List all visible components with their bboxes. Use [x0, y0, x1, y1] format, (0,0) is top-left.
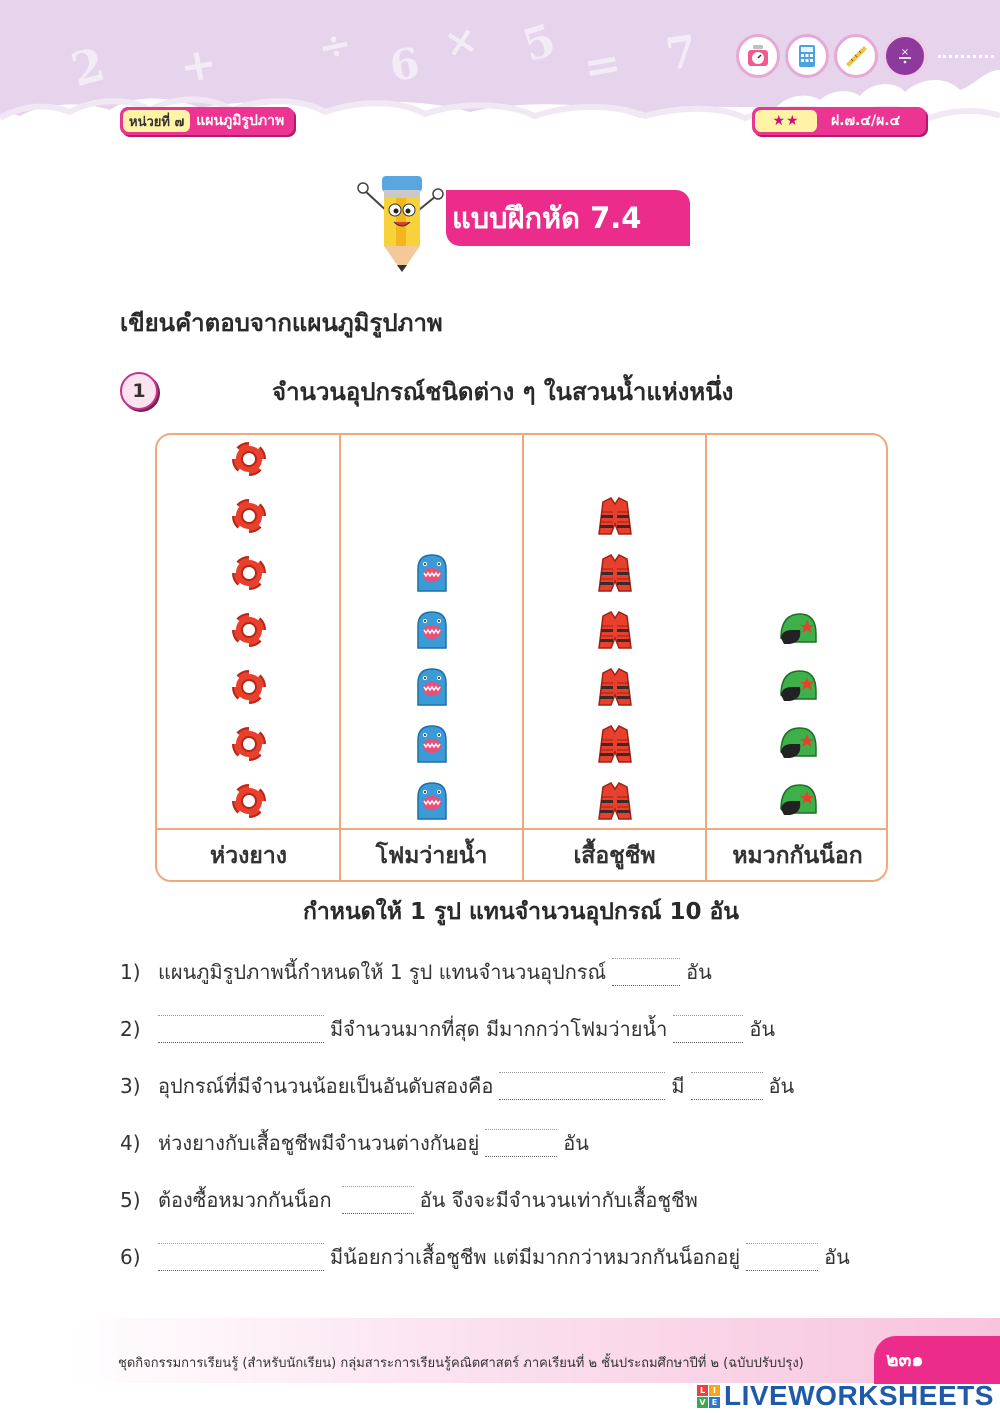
footer-band [68, 1318, 1000, 1383]
swim-ring-mark [227, 779, 271, 823]
question-text: อัน [768, 1074, 795, 1098]
question-number: 1 [120, 372, 158, 410]
deco-times: × [439, 15, 483, 68]
answer-blank[interactable] [499, 1072, 665, 1100]
column-divider [705, 435, 707, 880]
calculator-icon [785, 34, 829, 78]
question-text: ห่วงยางกับเสื้อชูชีพมีจำนวนต่างกันอยู่ [158, 1131, 480, 1155]
logo-block: L [697, 1385, 708, 1396]
question-num: 3) [120, 1074, 141, 1098]
answer-blank[interactable] [158, 1243, 324, 1271]
question-text: อุปกรณ์ที่มีจำนวนน้อยเป็นอันดับสองคือ [158, 1074, 494, 1098]
swim-ring-mark [227, 722, 271, 766]
answer-blank[interactable] [342, 1186, 414, 1214]
swim-ring-mark [227, 665, 271, 709]
answer-blank[interactable] [612, 958, 680, 986]
life-vest-mark [593, 665, 637, 709]
question-text: ต้องซื้อหมวกกันน็อก [158, 1188, 332, 1212]
swim-foam-mark [410, 779, 454, 823]
swim-ring-mark [227, 437, 271, 481]
unit-label: หน่วยที่ ๗ [123, 110, 190, 132]
helmet-mark [776, 665, 820, 709]
swim-foam-mark [410, 551, 454, 595]
scale-icon [736, 34, 780, 78]
life-vest-mark [593, 779, 637, 823]
question-text: อัน [686, 960, 712, 984]
swim-ring-mark [227, 494, 271, 538]
deco-digit: 5 [516, 14, 562, 73]
column-divider [339, 435, 341, 880]
swim-foam-mark [410, 722, 454, 766]
question-4 [120, 1127, 589, 1159]
indicator-code: ฝ.๗.๔/ผ.๔ [831, 113, 901, 129]
level-badge [752, 107, 926, 135]
unit-badge [120, 107, 294, 135]
deco-digit: 7 [662, 26, 701, 81]
footer-text: ชุดกิจกรรมการเรียนรู้ (สำหรับนักเรียน) กลุ่มสาระการเรียนรู้คณิตศาสตร์ ภาคเรียนที่ ๒ ชั้นประถมศึกษาปีที่ ๒ (ฉบับปรับปรุง) [118, 1356, 804, 1371]
label-divider [157, 828, 886, 830]
unit-title: แผนภูมิรูปภาพ [196, 113, 285, 129]
decorative-dots [938, 55, 994, 58]
helmet-mark [776, 722, 820, 766]
question-num: 4) [120, 1131, 141, 1155]
column-divider [522, 435, 524, 880]
helmet-mark [776, 608, 820, 652]
logo-block: E [709, 1397, 720, 1408]
swim-foam-mark [410, 608, 454, 652]
category-label-swim-foam: โฟมว่ายน้ำ [375, 843, 488, 869]
math-operations-icon [883, 34, 927, 78]
life-vest-mark [593, 551, 637, 595]
ruler-icon [834, 34, 878, 78]
swim-foam-mark [410, 665, 454, 709]
question-6 [120, 1241, 850, 1273]
deco-divide: ÷ [313, 19, 357, 72]
deco-plus: + [175, 37, 222, 94]
pictograph-key: กำหนดให้ 1 รูป แทนจำนวนอุปกรณ์ 10 อัน [302, 899, 740, 925]
logo-blocks [697, 1385, 720, 1408]
chart-title: จำนวนอุปกรณ์ชนิดต่าง ๆ ในสวนน้ำแห่งหนึ่ง [272, 378, 734, 406]
question-text: มีน้อยกว่าเสื้อชูชีพ แต่มีมากกว่าหมวกกันน็อกอยู่ [330, 1245, 741, 1269]
pictograph-chart [155, 433, 888, 882]
category-label-helmet: หมวกกันน็อก [732, 843, 863, 869]
question-3 [120, 1070, 794, 1102]
answer-blank[interactable] [746, 1243, 818, 1271]
answer-blank[interactable] [158, 1015, 324, 1043]
answer-blank[interactable] [691, 1072, 763, 1100]
category-label-swim-ring: ห่วงยาง [210, 843, 287, 869]
question-text: อัน จึงจะมีจำนวนเท่ากับเสื้อชูชีพ [419, 1188, 698, 1212]
question-text: อัน [824, 1245, 850, 1269]
swim-ring-mark [227, 608, 271, 652]
question-num: 6) [120, 1245, 141, 1269]
answer-blank[interactable] [485, 1129, 557, 1157]
logo-block: I [709, 1385, 720, 1396]
question-text: แผนภูมิรูปภาพนี้กำหนดให้ 1 รูป แทนจำนวนอุปกรณ์ [158, 960, 607, 984]
deco-digit: 2 [65, 36, 111, 98]
deco-equals: = [579, 37, 626, 94]
helmet-mark [776, 779, 820, 823]
exercise-title: แบบฝึกหัด 7.4 [446, 190, 690, 246]
page-number: ๒๓๑ [874, 1336, 1000, 1384]
category-label-life-vest: เสื้อชูชีพ [573, 843, 656, 869]
question-1 [120, 956, 712, 988]
svg-text:×: × [900, 47, 910, 58]
life-vest-mark [593, 722, 637, 766]
life-vest-mark [593, 494, 637, 538]
logo-block: V [697, 1397, 708, 1408]
question-2 [120, 1013, 775, 1045]
level-stars: ★★ [755, 110, 817, 132]
deco-digit: 6 [386, 38, 423, 91]
question-num: 2) [120, 1017, 141, 1041]
instruction: เขียนคำตอบจากแผนภูมิรูปภาพ [120, 309, 443, 337]
question-num: 5) [120, 1188, 141, 1212]
swim-ring-mark [227, 551, 271, 595]
question-5 [120, 1184, 698, 1216]
question-text: มีจำนวนมากที่สุด มีมากกว่าโฟมว่ายน้ำ [330, 1017, 668, 1041]
liveworksheets-logo[interactable] [697, 1380, 994, 1412]
question-text: อัน [749, 1017, 776, 1041]
question-text: มี [671, 1074, 685, 1098]
logo-text: LIVEWORKSHEETS [724, 1380, 994, 1411]
question-text: อัน [563, 1131, 589, 1155]
pencil-mascot-icon [356, 168, 446, 276]
life-vest-mark [593, 608, 637, 652]
answer-blank[interactable] [673, 1015, 743, 1043]
question-num: 1) [120, 960, 141, 984]
